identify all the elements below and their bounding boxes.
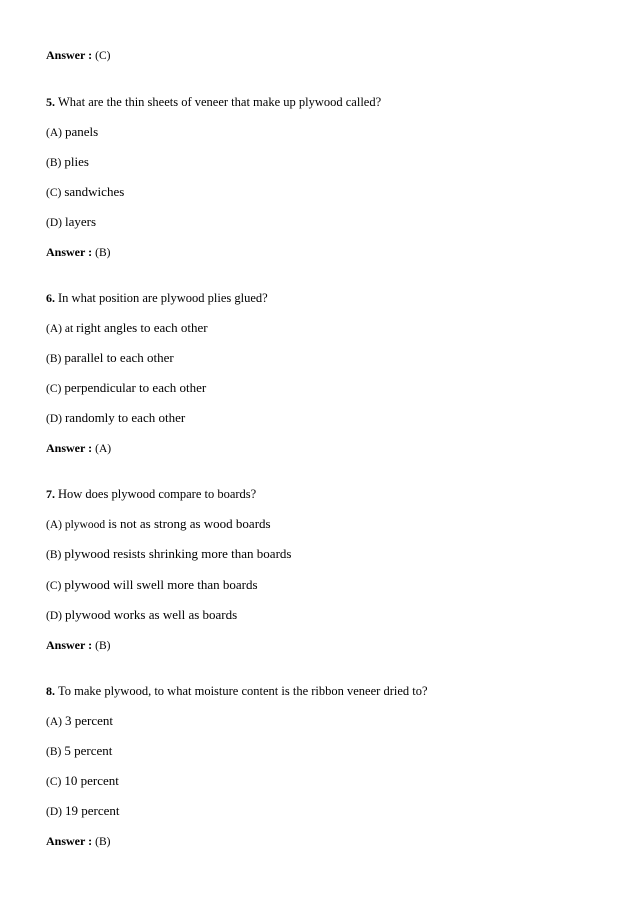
option-letter: (A) plywood [46,519,106,531]
option-text: plywood works as well as boards [64,607,238,622]
option-text: randomly to each other [64,410,186,425]
answer-value: (B) [95,836,111,848]
option-text: right angles to each other [76,320,208,335]
option-a [46,320,208,337]
option-text: 5 percent [64,743,113,758]
option-a [46,713,113,730]
option-letter: (B) [46,549,62,561]
question-8 [46,683,428,699]
option-d [46,410,185,427]
option-letter: (D) [46,413,62,425]
option-text: 10 percent [64,773,119,788]
option-a [46,124,98,141]
option-text: sandwiches [64,184,125,199]
answer-value: (A) [95,443,112,455]
question-text: What are the thin sheets of veneer that make up plywood called? [58,95,382,109]
option-text: perpendicular to each other [64,380,207,395]
question-text: To make plywood, to what moisture content is the ribbon veneer dried to? [58,684,428,698]
option-letter: (B) [46,353,62,365]
question-6 [46,290,268,306]
answer-value: (C) [95,50,111,62]
option-text: layers [64,214,97,229]
option-letter: (A) [46,127,62,139]
option-letter: (B) [46,157,62,169]
question-number: 8. [46,684,55,698]
question-number: 7. [46,487,55,501]
option-text: plywood resists shrinking more than boards [64,546,292,561]
option-d [46,214,96,231]
option-text: parallel to each other [64,350,174,365]
option-text: plies [64,154,89,169]
option-a [46,516,271,533]
answer-line [46,440,111,457]
option-b [46,350,174,367]
answer-line [46,833,110,850]
answer-value: (B) [95,640,111,652]
option-letter: (D) [46,806,62,818]
option-c [46,184,124,201]
answer-line [46,637,110,654]
question-number: 6. [46,291,55,305]
answer-label: Answer : [46,48,93,62]
answer-line [46,47,110,64]
option-d [46,803,119,820]
option-text: panels [64,124,99,139]
answer-value: (B) [95,247,111,259]
option-c [46,773,119,790]
option-b [46,154,89,171]
option-b [46,743,112,760]
option-c [46,577,258,594]
option-c [46,380,206,397]
option-letter: (D) [46,610,62,622]
option-letter: (C) [46,383,62,395]
option-letter: (C) [46,776,62,788]
answer-label: Answer : [46,441,93,455]
option-text: is not as strong as wood boards [108,516,271,531]
answer-label: Answer : [46,638,93,652]
option-letter: (A) at [46,323,74,335]
answer-line [46,244,110,261]
option-letter: (B) [46,746,62,758]
question-5 [46,94,381,110]
question-number: 5. [46,95,55,109]
option-letter: (D) [46,217,62,229]
option-letter: (A) [46,716,62,728]
option-d [46,607,237,624]
question-text: In what position are plywood plies glued? [58,291,268,305]
option-letter: (C) [46,580,62,592]
answer-label: Answer : [46,834,93,848]
question-text: How does plywood compare to boards? [58,487,257,501]
option-letter: (C) [46,187,62,199]
option-text: 3 percent [64,713,113,728]
option-b [46,546,291,563]
answer-label: Answer : [46,245,93,259]
option-text: plywood will swell more than boards [64,577,258,592]
question-7 [46,486,256,502]
option-text: 19 percent [64,803,120,818]
